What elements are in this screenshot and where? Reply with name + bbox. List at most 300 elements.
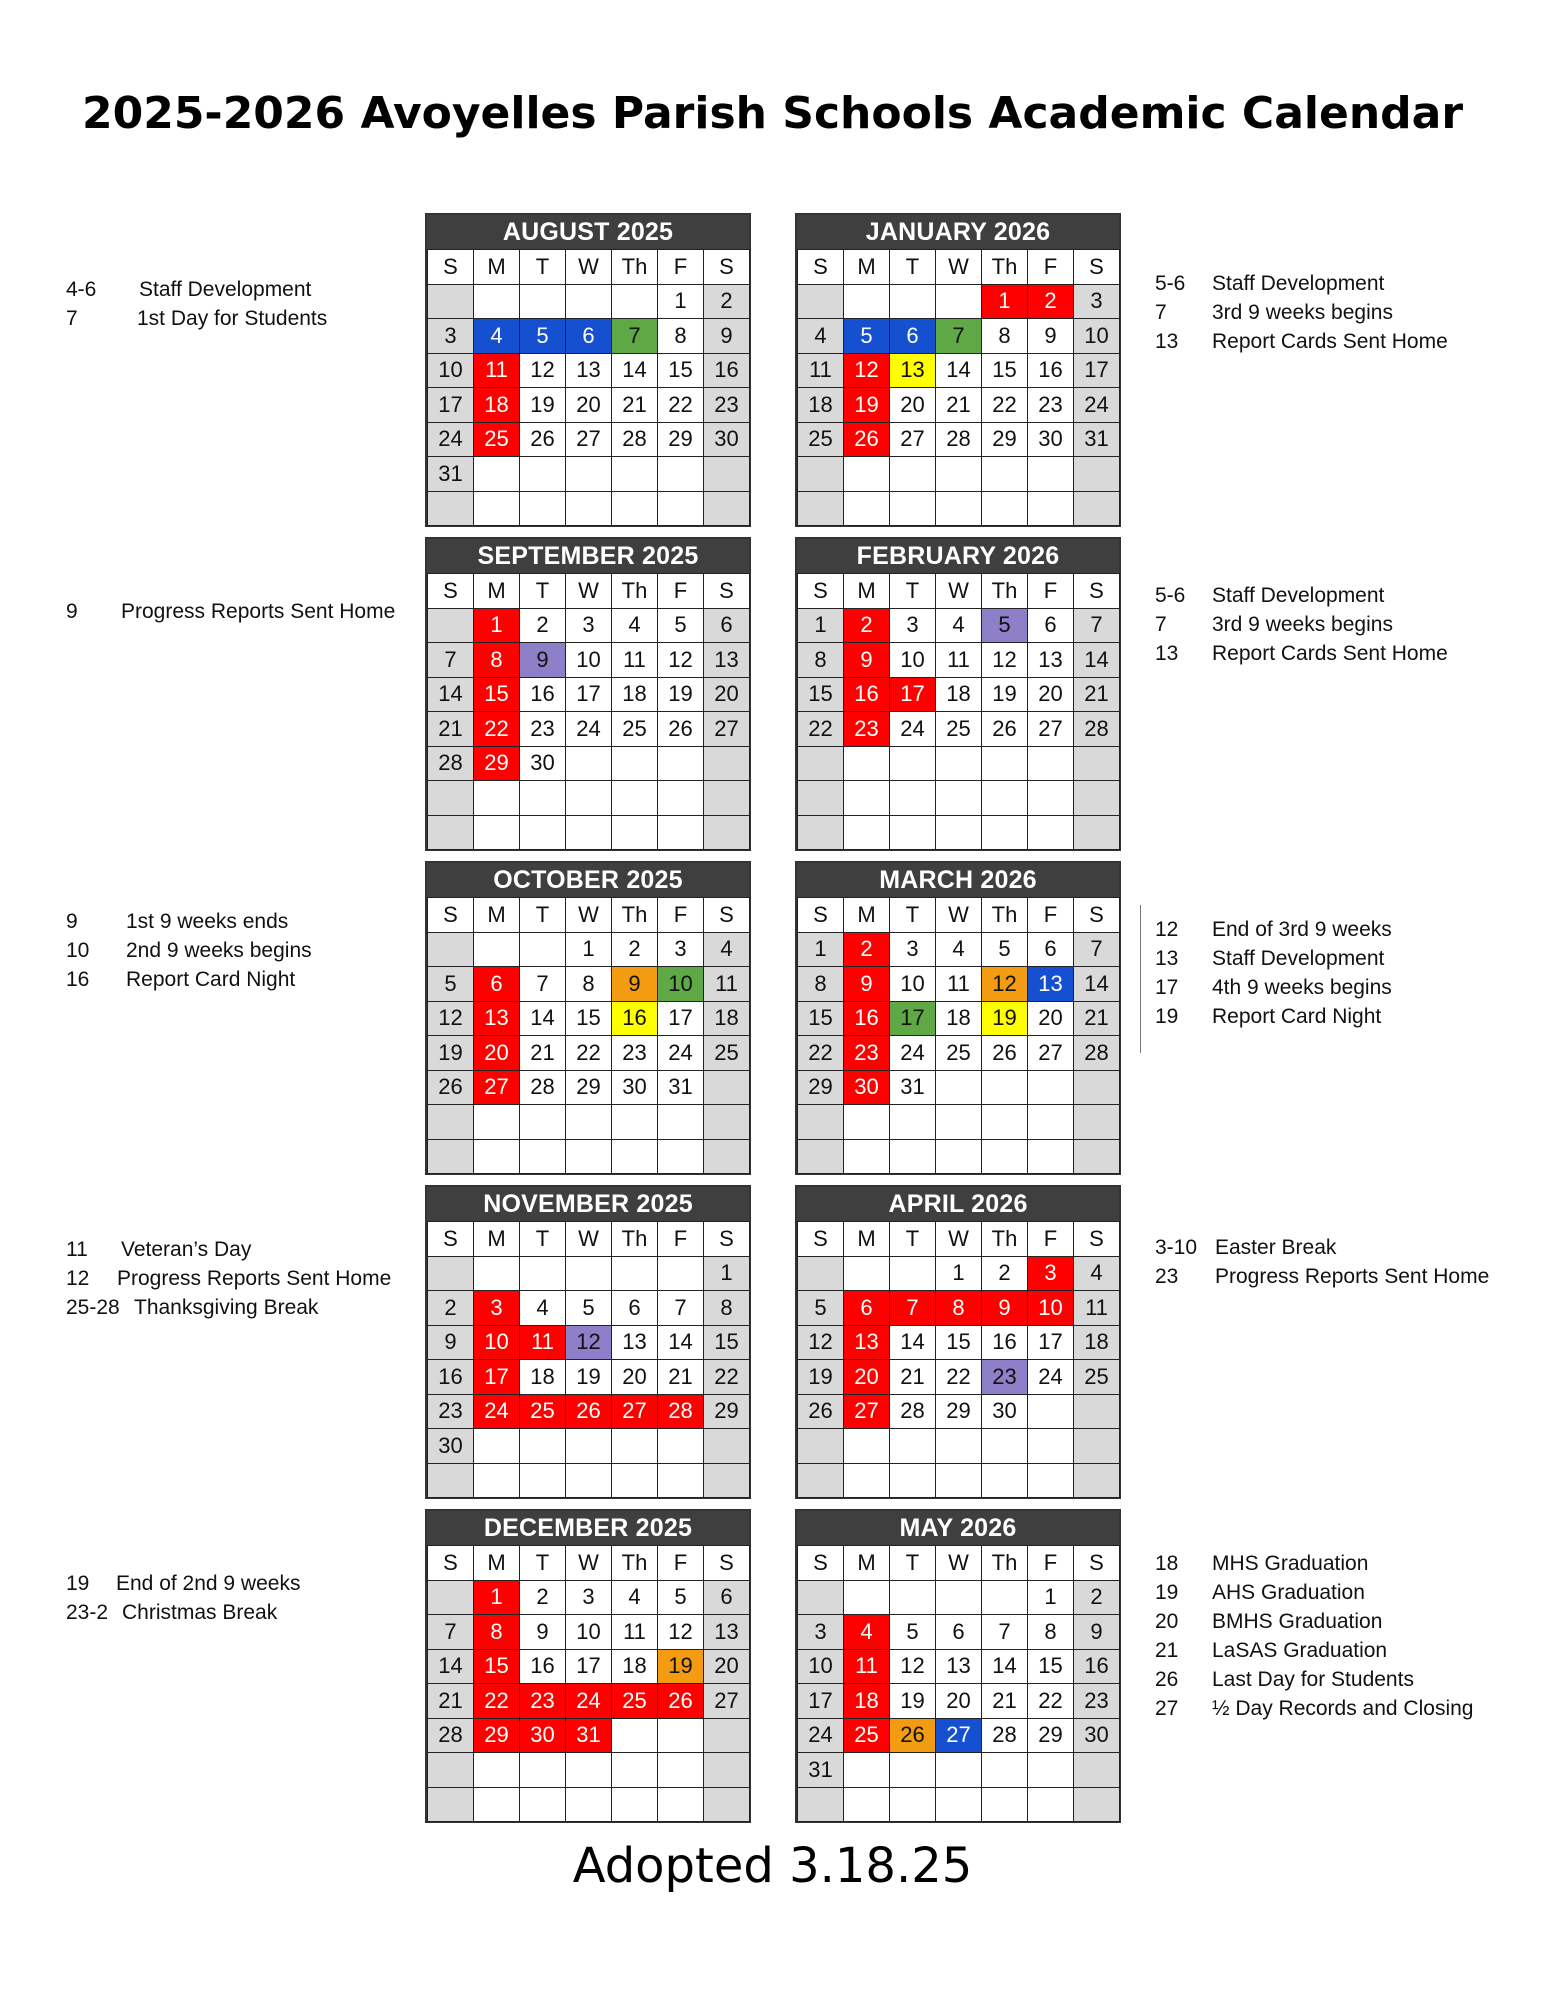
day-cell: 25 — [935, 711, 982, 747]
day-cell: 1 — [565, 932, 612, 968]
empty-cell — [935, 284, 982, 320]
note-date: 19 — [66, 1572, 90, 1595]
empty-cell — [1027, 1787, 1074, 1823]
day-cell: 11 — [843, 1649, 890, 1685]
empty-cell — [1027, 746, 1074, 782]
note-date: 19 — [1155, 1581, 1179, 1604]
weekday-label: T — [889, 573, 936, 609]
empty-cell — [843, 491, 890, 527]
empty-cell — [935, 1787, 982, 1823]
weekday-label: W — [565, 1545, 612, 1581]
month-title: FEBRUARY 2026 — [797, 539, 1119, 573]
day-cell: 7 — [981, 1614, 1028, 1650]
day-cell: 22 — [797, 711, 844, 747]
day-cell: 26 — [427, 1070, 474, 1106]
day-cell: 22 — [797, 1035, 844, 1071]
day-cell: 12 — [797, 1325, 844, 1361]
day-cell: 30 — [1027, 422, 1074, 458]
day-cell: 7 — [611, 318, 658, 354]
note-event: BMHS Graduation — [1212, 1610, 1383, 1633]
weekday-label: F — [1027, 1545, 1074, 1581]
day-cell: 15 — [935, 1325, 982, 1361]
day-cell: 13 — [565, 353, 612, 389]
weekday-label: M — [843, 1221, 890, 1257]
day-cell: 19 — [797, 1359, 844, 1395]
empty-cell — [981, 1104, 1028, 1140]
day-cell: 7 — [657, 1290, 704, 1326]
day-cell: 1 — [703, 1256, 750, 1292]
empty-cell — [519, 456, 566, 492]
note-date: 17 — [1155, 976, 1179, 999]
day-cell: 17 — [657, 1001, 704, 1037]
day-cell: 20 — [473, 1035, 520, 1071]
day-cell: 14 — [657, 1325, 704, 1361]
empty-cell — [935, 746, 982, 782]
empty-cell — [427, 1580, 474, 1616]
empty-cell — [473, 932, 520, 968]
day-cell: 9 — [981, 1290, 1028, 1326]
day-cell: 7 — [889, 1290, 936, 1326]
day-cell: 23 — [1027, 387, 1074, 423]
empty-cell — [1073, 1428, 1120, 1464]
note-line — [66, 278, 406, 307]
note-date: 9 — [66, 910, 78, 933]
empty-cell — [1027, 815, 1074, 851]
day-cell: 13 — [703, 1614, 750, 1650]
left-notes-block — [66, 600, 406, 629]
day-cell: 13 — [611, 1325, 658, 1361]
note-date: 13 — [1155, 947, 1179, 970]
weekday-label: M — [843, 897, 890, 933]
day-cell: 3 — [427, 318, 474, 354]
empty-cell — [1027, 1104, 1074, 1140]
weekday-label: F — [1027, 1221, 1074, 1257]
empty-cell — [1073, 1394, 1120, 1430]
empty-cell — [703, 815, 750, 851]
empty-cell — [1027, 1394, 1074, 1430]
day-cell: 21 — [935, 387, 982, 423]
empty-cell — [703, 456, 750, 492]
weekday-label: Th — [611, 1545, 658, 1581]
page-title: 2025-2026 Avoyelles Parish Schools Academic Calendar — [81, 88, 1464, 139]
note-line — [1155, 642, 1515, 671]
empty-cell — [797, 1104, 844, 1140]
day-cell: 3 — [1073, 284, 1120, 320]
day-cell: 16 — [519, 677, 566, 713]
day-cell: 22 — [565, 1035, 612, 1071]
day-cell: 3 — [889, 932, 936, 968]
day-cell: 28 — [889, 1394, 936, 1430]
weekday-label: T — [519, 1545, 566, 1581]
note-line — [66, 1267, 406, 1296]
adopted-date: Adopted 3.18.25 — [572, 1838, 973, 1894]
day-cell: 11 — [935, 642, 982, 678]
day-cell: 22 — [657, 387, 704, 423]
day-cell: 11 — [935, 966, 982, 1002]
empty-cell — [889, 1139, 936, 1175]
day-cell: 23 — [981, 1359, 1028, 1395]
day-cell: 4 — [473, 318, 520, 354]
empty-cell — [981, 780, 1028, 816]
empty-cell — [519, 1256, 566, 1292]
empty-cell — [427, 1463, 474, 1499]
day-cell: 18 — [519, 1359, 566, 1395]
empty-cell — [703, 1428, 750, 1464]
day-cell: 24 — [797, 1718, 844, 1754]
day-cell: 4 — [935, 608, 982, 644]
day-cell: 28 — [981, 1718, 1028, 1754]
empty-cell — [703, 1718, 750, 1754]
weekday-label: S — [703, 1221, 750, 1257]
note-date: 18 — [1155, 1552, 1179, 1575]
empty-cell — [1073, 456, 1120, 492]
day-cell: 17 — [473, 1359, 520, 1395]
note-event: 1st Day for Students — [137, 307, 328, 330]
empty-cell — [1073, 491, 1120, 527]
day-cell: 7 — [1073, 608, 1120, 644]
empty-cell — [519, 1752, 566, 1788]
weekday-label: F — [1027, 573, 1074, 609]
day-cell: 16 — [981, 1325, 1028, 1361]
day-cell: 26 — [843, 422, 890, 458]
note-date: 27 — [1155, 1697, 1179, 1720]
weekday-label: W — [935, 1545, 982, 1581]
empty-cell — [935, 491, 982, 527]
day-cell: 25 — [519, 1394, 566, 1430]
day-cell: 15 — [703, 1325, 750, 1361]
empty-cell — [427, 1787, 474, 1823]
day-cell: 10 — [889, 642, 936, 678]
weekday-label: Th — [981, 1545, 1028, 1581]
note-line — [1155, 272, 1515, 301]
empty-cell — [703, 1752, 750, 1788]
day-cell: 20 — [703, 677, 750, 713]
day-cell: 23 — [1073, 1683, 1120, 1719]
day-cell: 3 — [565, 1580, 612, 1616]
day-cell: 2 — [1027, 284, 1074, 320]
day-cell: 18 — [611, 1649, 658, 1685]
empty-cell — [611, 780, 658, 816]
day-cell: 31 — [565, 1718, 612, 1754]
note-date: 16 — [66, 968, 90, 991]
left-notes-block — [66, 278, 406, 336]
day-cell: 1 — [797, 608, 844, 644]
day-cell: 29 — [657, 422, 704, 458]
note-line — [66, 1572, 406, 1601]
note-date: 25-28 — [66, 1296, 120, 1319]
day-cell: 9 — [843, 642, 890, 678]
note-event: Last Day for Students — [1212, 1668, 1414, 1691]
note-line — [66, 968, 406, 997]
day-cell: 5 — [519, 318, 566, 354]
weekday-label: T — [519, 897, 566, 933]
empty-cell — [703, 1139, 750, 1175]
day-cell: 21 — [519, 1035, 566, 1071]
day-cell: 24 — [565, 1683, 612, 1719]
day-cell: 3 — [657, 932, 704, 968]
note-line — [1155, 1265, 1515, 1294]
empty-cell — [1073, 1104, 1120, 1140]
day-cell: 9 — [843, 966, 890, 1002]
day-cell: 9 — [519, 1614, 566, 1650]
day-cell: 9 — [1027, 318, 1074, 354]
day-cell: 17 — [427, 387, 474, 423]
empty-cell — [519, 815, 566, 851]
day-cell: 1 — [981, 284, 1028, 320]
empty-cell — [427, 491, 474, 527]
note-line — [66, 600, 406, 629]
day-cell: 21 — [981, 1683, 1028, 1719]
day-cell: 12 — [981, 966, 1028, 1002]
day-cell: 24 — [657, 1035, 704, 1071]
empty-cell — [797, 456, 844, 492]
empty-cell — [703, 780, 750, 816]
weekday-label: S — [703, 573, 750, 609]
empty-cell — [427, 932, 474, 968]
weekday-label: S — [703, 1545, 750, 1581]
empty-cell — [889, 1787, 936, 1823]
day-cell: 16 — [427, 1359, 474, 1395]
day-cell: 17 — [889, 677, 936, 713]
weekday-label: M — [473, 1221, 520, 1257]
note-date: 10 — [66, 939, 90, 962]
note-line — [1155, 1552, 1515, 1581]
day-cell: 14 — [427, 677, 474, 713]
weekday-label: M — [473, 897, 520, 933]
note-line — [66, 910, 406, 939]
empty-cell — [611, 1787, 658, 1823]
day-cell: 28 — [519, 1070, 566, 1106]
day-cell: 16 — [843, 677, 890, 713]
empty-cell — [889, 1463, 936, 1499]
weekday-label: S — [703, 897, 750, 933]
empty-cell — [889, 815, 936, 851]
right-notes-block — [1155, 918, 1515, 1034]
weekday-label: S — [797, 897, 844, 933]
day-cell: 27 — [1027, 711, 1074, 747]
day-cell: 1 — [797, 932, 844, 968]
day-cell: 6 — [889, 318, 936, 354]
day-cell: 21 — [1073, 677, 1120, 713]
day-cell: 17 — [1027, 1325, 1074, 1361]
day-cell: 22 — [703, 1359, 750, 1395]
day-cell: 27 — [703, 1683, 750, 1719]
day-cell: 4 — [935, 932, 982, 968]
empty-cell — [473, 780, 520, 816]
note-event: End of 2nd 9 weeks — [116, 1572, 301, 1595]
month-title: SEPTEMBER 2025 — [427, 539, 749, 573]
empty-cell — [843, 1428, 890, 1464]
day-cell: 13 — [843, 1325, 890, 1361]
day-cell: 25 — [843, 1718, 890, 1754]
day-cell: 4 — [519, 1290, 566, 1326]
day-cell: 26 — [889, 1718, 936, 1754]
day-cell: 10 — [1073, 318, 1120, 354]
weekday-label: M — [843, 1545, 890, 1581]
day-cell: 11 — [611, 1614, 658, 1650]
right-notes-block — [1155, 1552, 1515, 1726]
empty-cell — [611, 1104, 658, 1140]
empty-cell — [611, 1428, 658, 1464]
empty-cell — [703, 1787, 750, 1823]
day-cell: 10 — [565, 642, 612, 678]
day-cell: 31 — [657, 1070, 704, 1106]
day-cell: 22 — [1027, 1683, 1074, 1719]
empty-cell — [981, 491, 1028, 527]
day-cell: 10 — [889, 966, 936, 1002]
month-calendar — [425, 861, 751, 1175]
empty-cell — [843, 1752, 890, 1788]
month-calendar — [795, 537, 1121, 851]
empty-cell — [473, 1428, 520, 1464]
day-cell: 19 — [981, 1001, 1028, 1037]
empty-cell — [843, 1787, 890, 1823]
day-cell: 13 — [1027, 966, 1074, 1002]
empty-cell — [519, 1787, 566, 1823]
day-cell: 23 — [611, 1035, 658, 1071]
day-cell: 12 — [981, 642, 1028, 678]
divider-line — [1140, 905, 1141, 1053]
empty-cell — [981, 1428, 1028, 1464]
empty-cell — [565, 491, 612, 527]
right-notes-block — [1155, 272, 1515, 359]
day-cell: 25 — [703, 1035, 750, 1071]
day-cell: 4 — [797, 318, 844, 354]
note-line — [1155, 947, 1515, 976]
day-cell: 9 — [703, 318, 750, 354]
day-cell: 11 — [611, 642, 658, 678]
day-cell: 21 — [427, 1683, 474, 1719]
empty-cell — [703, 1070, 750, 1106]
weekday-label: W — [935, 1221, 982, 1257]
day-cell: 7 — [1073, 932, 1120, 968]
day-cell: 6 — [565, 318, 612, 354]
day-cell: 26 — [565, 1394, 612, 1430]
day-cell: 23 — [519, 711, 566, 747]
weekday-label: Th — [611, 573, 658, 609]
note-line — [1155, 301, 1515, 330]
day-cell: 24 — [565, 711, 612, 747]
note-date: 5-6 — [1155, 272, 1186, 295]
day-cell: 15 — [797, 677, 844, 713]
empty-cell — [843, 780, 890, 816]
month-title: JANUARY 2026 — [797, 215, 1119, 249]
weekday-label: T — [519, 1221, 566, 1257]
right-notes-block — [1155, 1236, 1515, 1294]
note-date: 23-2 — [66, 1601, 109, 1624]
empty-cell — [935, 1428, 982, 1464]
day-cell: 26 — [797, 1394, 844, 1430]
empty-cell — [611, 1139, 658, 1175]
empty-cell — [473, 1104, 520, 1140]
weekday-label: F — [657, 1221, 704, 1257]
empty-cell — [611, 815, 658, 851]
empty-cell — [889, 1752, 936, 1788]
weekday-label: S — [703, 249, 750, 285]
note-event: Staff Development — [139, 278, 312, 301]
weekday-label: W — [565, 1221, 612, 1257]
weekday-label: S — [1073, 1221, 1120, 1257]
note-event: Staff Development — [1212, 947, 1385, 970]
weekday-label: F — [657, 249, 704, 285]
day-cell: 12 — [427, 1001, 474, 1037]
empty-cell — [657, 780, 704, 816]
empty-cell — [935, 1070, 982, 1106]
empty-cell — [657, 746, 704, 782]
day-cell: 8 — [473, 1614, 520, 1650]
empty-cell — [981, 456, 1028, 492]
note-event: Staff Development — [1212, 584, 1385, 607]
note-event: Easter Break — [1215, 1236, 1337, 1259]
day-cell: 6 — [703, 608, 750, 644]
weekday-label: S — [427, 897, 474, 933]
empty-cell — [889, 1428, 936, 1464]
month-calendar — [795, 1185, 1121, 1499]
day-cell: 19 — [427, 1035, 474, 1071]
day-cell: 4 — [1073, 1256, 1120, 1292]
weekday-label: Th — [981, 573, 1028, 609]
note-line — [1155, 1668, 1515, 1697]
empty-cell — [519, 780, 566, 816]
day-cell: 16 — [611, 1001, 658, 1037]
day-cell: 19 — [981, 677, 1028, 713]
month-calendar — [425, 213, 751, 527]
note-date: 3-10 — [1155, 1236, 1198, 1259]
empty-cell — [1073, 746, 1120, 782]
day-cell: 5 — [981, 932, 1028, 968]
empty-cell — [797, 491, 844, 527]
weekday-label: S — [797, 1221, 844, 1257]
note-date: 7 — [1155, 613, 1167, 636]
day-cell: 9 — [1073, 1614, 1120, 1650]
weekday-label: Th — [981, 897, 1028, 933]
day-cell: 28 — [1073, 1035, 1120, 1071]
day-cell: 12 — [519, 353, 566, 389]
empty-cell — [565, 1752, 612, 1788]
day-cell: 24 — [427, 422, 474, 458]
empty-cell — [657, 1256, 704, 1292]
empty-cell — [797, 746, 844, 782]
day-cell: 10 — [1027, 1290, 1074, 1326]
day-cell: 9 — [611, 966, 658, 1002]
empty-cell — [703, 1463, 750, 1499]
day-cell: 18 — [935, 1001, 982, 1037]
empty-cell — [797, 1256, 844, 1292]
day-cell: 26 — [981, 711, 1028, 747]
day-cell: 24 — [1027, 1359, 1074, 1395]
day-cell: 15 — [657, 353, 704, 389]
empty-cell — [611, 746, 658, 782]
weekday-label: W — [565, 573, 612, 609]
day-cell: 3 — [889, 608, 936, 644]
day-cell: 19 — [889, 1683, 936, 1719]
weekday-label: S — [797, 1545, 844, 1581]
note-line — [66, 1601, 406, 1630]
note-date: 23 — [1155, 1265, 1179, 1288]
empty-cell — [611, 1256, 658, 1292]
empty-cell — [1027, 491, 1074, 527]
empty-cell — [565, 284, 612, 320]
note-line — [66, 1296, 406, 1325]
empty-cell — [473, 1139, 520, 1175]
day-cell: 17 — [1073, 353, 1120, 389]
day-cell: 17 — [565, 1649, 612, 1685]
day-cell: 24 — [1073, 387, 1120, 423]
weekday-label: W — [935, 249, 982, 285]
empty-cell — [889, 780, 936, 816]
day-cell: 17 — [565, 677, 612, 713]
day-cell: 23 — [703, 387, 750, 423]
